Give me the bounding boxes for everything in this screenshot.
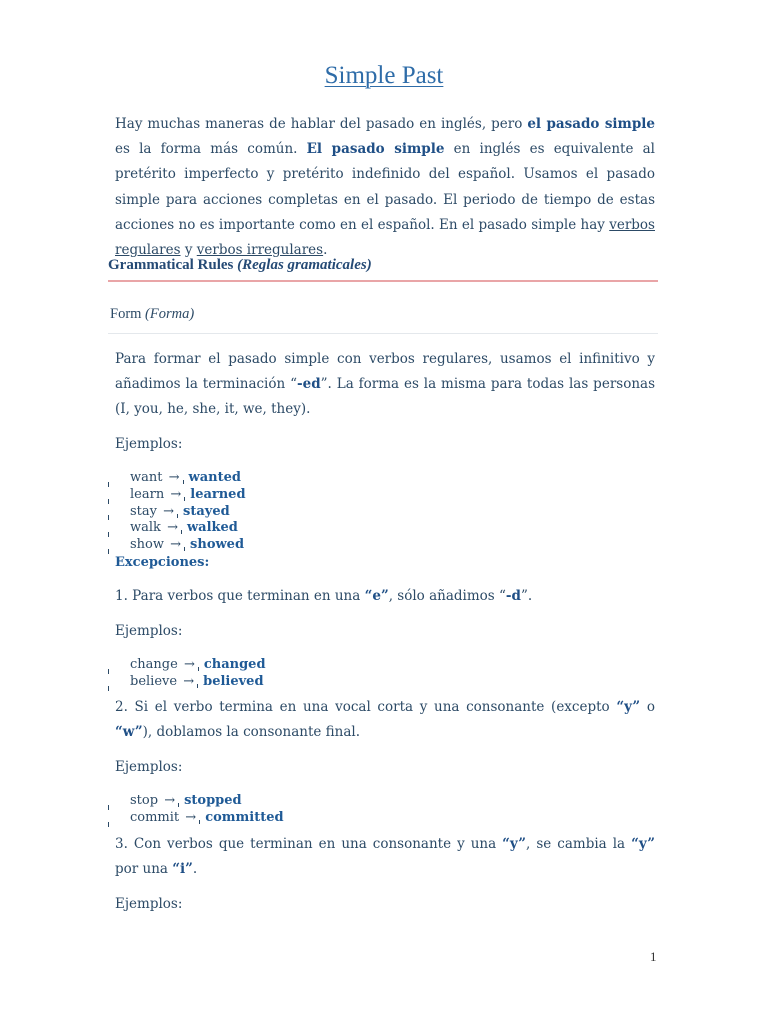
rule-3 <box>115 832 655 882</box>
list-item <box>130 674 266 691</box>
list-item <box>130 810 284 827</box>
examples-label: Ejemplos: <box>115 623 183 639</box>
verb-base: believe <box>130 673 178 689</box>
verb-past: learned <box>190 486 246 502</box>
verb-past: stopped <box>184 793 242 808</box>
rule-text: 1. Para verbos que terminan en una <box>115 588 365 604</box>
subsection-divider <box>108 333 658 334</box>
examples-label: Ejemplos: <box>115 759 183 775</box>
rule-text: 2. Si el verbo termina en una vocal corta y una consonante (excepto <box>115 699 617 715</box>
list-item <box>130 487 246 504</box>
intro-bold: El pasado simple <box>306 141 445 158</box>
verb-base: change <box>130 657 178 672</box>
exceptions-label: Excepciones: <box>115 555 210 570</box>
examples-list-double <box>130 793 284 827</box>
link-verbos-irregulares[interactable]: verbos irregulares <box>196 242 324 259</box>
verb-past: committed <box>205 809 284 825</box>
arrow-icon: → <box>183 673 195 689</box>
subsection-heading <box>110 306 194 323</box>
list-item <box>130 470 246 487</box>
rule-bold: “y” <box>616 699 641 715</box>
verb-base: want <box>130 470 163 485</box>
examples-list-e <box>130 657 266 691</box>
page-number: 1 <box>650 949 657 964</box>
examples-label: Ejemplos: <box>115 436 183 452</box>
examples-label: Ejemplos: <box>115 896 183 912</box>
rule-bold: -d <box>505 588 521 604</box>
subsection-heading-text: Form <box>110 306 142 322</box>
arrow-icon: → <box>164 793 176 808</box>
arrow-icon: → <box>167 520 178 536</box>
verb-past: changed <box>203 657 266 672</box>
section-heading <box>108 257 372 274</box>
verb-base: learn <box>130 486 165 502</box>
arrow-icon: → <box>168 470 180 485</box>
intro-bold: el pasado simple <box>527 116 655 132</box>
rule-text: 3. Con verbos que terminan en una consonante y una <box>115 836 503 852</box>
list-item <box>130 537 246 554</box>
rule-text: o <box>640 699 655 715</box>
verb-base: stop <box>130 793 159 808</box>
section-heading-italic: (Reglas gramaticales) <box>237 257 372 273</box>
link-verbos-regulares[interactable]: verbos regulares <box>115 216 655 259</box>
arrow-icon: → <box>183 657 195 672</box>
list-item <box>130 504 246 521</box>
rule-1 <box>115 584 655 609</box>
rule-text: , sólo añadimos “ <box>388 588 506 604</box>
rule-text: ”. <box>520 588 533 604</box>
intro-text: y <box>180 242 197 259</box>
verb-past: walked <box>186 520 238 536</box>
rule-text: , se cambia la <box>526 836 632 852</box>
subsection-heading-italic: (Forma) <box>145 306 195 322</box>
list-item <box>130 520 246 537</box>
intro-text: . <box>323 242 328 259</box>
intro-text: Hay muchas maneras de hablar del pasado en inglés, pero <box>115 116 528 132</box>
verb-base: commit <box>130 809 180 825</box>
arrow-icon: → <box>170 486 182 502</box>
verb-base: stay <box>130 503 157 519</box>
intro-text: es la forma más común. <box>115 141 307 158</box>
verb-past: showed <box>190 537 245 553</box>
list-item <box>130 657 266 674</box>
intro-text: en inglés es equivalente al pretérito imperfecto y pretérito indefinido del español. Usamos el pasado simple para acciones completas en el pasado. El periodo de tiempo de estas acciones no es importante como en el español. En el pasado simple hay <box>115 141 655 233</box>
page-title: Simple Past <box>324 62 444 89</box>
rule-2 <box>115 695 655 745</box>
form-paragraph <box>115 347 655 423</box>
rule-text: por una <box>115 861 173 878</box>
rule-text: . <box>192 861 198 878</box>
rule-bold: “w” <box>115 724 143 741</box>
verb-base: show <box>130 537 164 553</box>
rule-bold: “i” <box>172 861 193 878</box>
form-text: ”. La forma es la misma para todas las personas (I, you, he, she, it, we, they). <box>115 376 655 418</box>
rule-bold: “y” <box>502 836 527 852</box>
verb-past: wanted <box>188 470 241 485</box>
section-divider <box>108 280 658 282</box>
section-heading-text: Grammatical Rules <box>108 257 234 273</box>
list-item <box>130 793 284 810</box>
arrow-icon: → <box>163 503 175 519</box>
intro-paragraph <box>115 112 655 263</box>
arrow-icon: → <box>185 809 197 825</box>
form-text: Para formar el pasado simple con verbos regulares, usamos el infinitivo y añadimos la terminación “ <box>115 351 655 393</box>
rule-bold: “e” <box>364 588 389 604</box>
verb-past: stayed <box>183 503 230 519</box>
verb-past: believed <box>203 673 264 689</box>
rule-bold: “y” <box>631 836 655 852</box>
rule-text: ), doblamos la consonante final. <box>142 724 361 741</box>
verb-base: walk <box>130 520 161 536</box>
arrow-icon: → <box>170 537 182 553</box>
examples-list-regular <box>130 470 246 554</box>
form-bold: -ed <box>297 376 321 393</box>
